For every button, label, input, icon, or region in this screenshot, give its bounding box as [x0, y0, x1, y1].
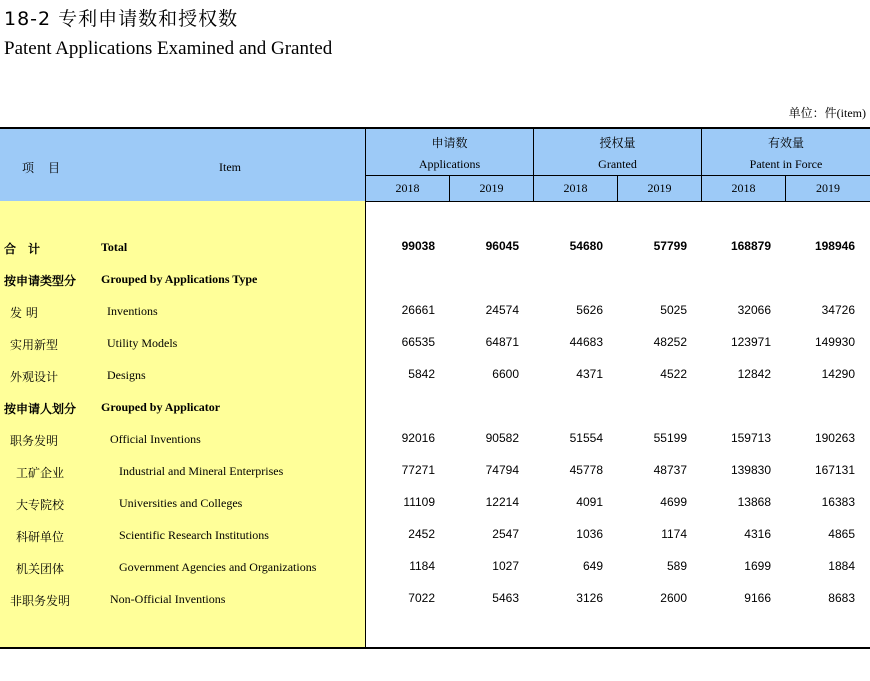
table-row	[0, 231, 870, 263]
table-row	[0, 551, 870, 583]
table-row	[0, 263, 870, 295]
header-divider	[449, 176, 450, 201]
row-label-en: Inventions	[107, 304, 158, 318]
header-group-cn: 授权量	[599, 136, 636, 150]
cell-value: 4371	[576, 367, 603, 381]
table-bottom-rule	[0, 647, 870, 649]
cell-value: 77271	[401, 463, 435, 477]
cell-value: 74794	[485, 463, 519, 477]
unit-label	[789, 104, 866, 121]
table-row	[0, 487, 870, 519]
unit-label-cn: 单位：件	[788, 106, 837, 120]
row-label-cn: 按申请人划分	[4, 402, 77, 416]
cell-value: 24574	[485, 303, 519, 317]
header-item-en: Item	[219, 160, 241, 174]
header-group-granted	[534, 129, 701, 175]
header-item-cell	[0, 129, 365, 201]
cell-value: 64871	[485, 335, 519, 349]
cell-value: 48737	[653, 463, 687, 477]
cell-value: 159713	[730, 431, 771, 445]
header-divider	[785, 176, 786, 201]
header-year: 2018	[702, 176, 785, 201]
row-label-en: Government Agencies and Organizations	[119, 560, 317, 574]
row-label-en: Non-Official Inventions	[110, 592, 226, 606]
cell-value: 2600	[660, 591, 687, 605]
cell-value: 12842	[737, 367, 771, 381]
cell-value: 1699	[744, 559, 771, 573]
cell-value: 198946	[814, 239, 855, 253]
cell-value: 55199	[653, 431, 687, 445]
header-year: 2019	[786, 176, 870, 201]
cell-value: 34726	[821, 303, 855, 317]
cell-value: 1027	[492, 559, 519, 573]
row-label-en: Grouped by Applications Type	[101, 272, 258, 286]
cell-value: 92016	[401, 431, 435, 445]
cell-value: 57799	[653, 239, 687, 253]
cell-value: 14290	[821, 367, 855, 381]
cell-value: 96045	[485, 239, 519, 253]
header-group-en: Applications	[418, 157, 481, 171]
row-label-cn: 外观设计	[10, 370, 59, 384]
header-year: 2019	[450, 176, 533, 201]
row-label-cn: 非职务发明	[10, 594, 71, 608]
table-row	[0, 423, 870, 455]
cell-value: 26661	[401, 303, 435, 317]
table-row	[0, 455, 870, 487]
cell-value: 589	[666, 559, 687, 573]
cell-value: 1036	[576, 527, 603, 541]
table-row	[0, 327, 870, 359]
row-label-cn: 按申请类型分	[4, 274, 77, 288]
cell-value: 139830	[730, 463, 771, 477]
cell-value: 1174	[661, 527, 687, 541]
unit-label-en: (item)	[836, 106, 866, 120]
row-label-en: Designs	[107, 368, 146, 382]
cell-value: 7022	[408, 591, 435, 605]
row-label-cn: 工矿企业	[16, 466, 65, 480]
header-year: 2018	[534, 176, 617, 201]
row-label-cn: 合 计	[4, 242, 41, 256]
patent-table	[0, 127, 870, 649]
cell-value: 51554	[569, 431, 603, 445]
cell-value: 4699	[660, 495, 687, 509]
cell-value: 13868	[737, 495, 771, 509]
table-row	[0, 519, 870, 551]
table-row	[0, 391, 870, 423]
row-label-en: Universities and Colleges	[119, 496, 243, 510]
cell-value: 54680	[569, 239, 603, 253]
row-label-en: Utility Models	[107, 336, 178, 350]
cell-value: 90582	[485, 431, 519, 445]
cell-value: 5025	[660, 303, 687, 317]
header-divider	[617, 176, 618, 201]
header-group-in-force	[702, 129, 870, 175]
cell-value: 11109	[403, 495, 435, 509]
row-label-cn: 大专院校	[16, 498, 65, 512]
cell-value: 66535	[401, 335, 435, 349]
cell-value: 9166	[744, 591, 771, 605]
table-row	[0, 583, 870, 615]
cell-value: 1184	[409, 559, 435, 573]
header-year: 2019	[618, 176, 701, 201]
row-label-en: Official Inventions	[110, 432, 201, 446]
cell-value: 649	[582, 559, 603, 573]
cell-value: 149930	[814, 335, 855, 349]
cell-value: 45778	[569, 463, 603, 477]
cell-value: 1884	[828, 559, 855, 573]
table-title-chinese: 18-2 专利申请数和授权数	[4, 8, 239, 30]
header-item-cn: 项 目	[22, 161, 62, 175]
cell-value: 4865	[828, 527, 855, 541]
cell-value: 168879	[730, 239, 771, 253]
cell-value: 190263	[814, 431, 855, 445]
row-label-en: Grouped by Applicator	[101, 400, 221, 414]
cell-value: 8683	[828, 591, 855, 605]
header-group-en: Granted	[598, 157, 637, 171]
row-label-en: Industrial and Mineral Enterprises	[119, 464, 284, 478]
row-label-en: Total	[101, 240, 128, 254]
table-row	[0, 359, 870, 391]
header-group-cn: 有效量	[767, 136, 804, 150]
cell-value: 3126	[576, 591, 603, 605]
row-label-cn: 职务发明	[10, 434, 59, 448]
cell-value: 44683	[569, 335, 603, 349]
row-label-cn: 发 明	[10, 306, 38, 320]
header-group-cn: 申请数	[431, 136, 468, 150]
header-divider	[701, 129, 702, 201]
row-label-cn: 实用新型	[10, 338, 59, 352]
cell-value: 4316	[744, 527, 771, 541]
cell-value: 2547	[492, 527, 519, 541]
header-divider	[533, 129, 534, 201]
row-label-cn: 机关团体	[16, 562, 65, 576]
cell-value: 123971	[730, 335, 771, 349]
header-group-en: Patent in Force	[749, 157, 823, 171]
cell-value: 5626	[576, 303, 603, 317]
cell-value: 99038	[401, 239, 435, 253]
table-row	[0, 295, 870, 327]
row-label-cn: 科研单位	[16, 530, 65, 544]
cell-value: 2452	[408, 527, 435, 541]
cell-value: 4522	[660, 367, 687, 381]
cell-value: 5842	[408, 367, 435, 381]
cell-value: 5463	[492, 591, 519, 605]
cell-value: 4091	[576, 495, 603, 509]
cell-value: 32066	[737, 303, 771, 317]
cell-value: 12214	[485, 495, 519, 509]
cell-value: 167131	[814, 463, 855, 477]
header-group-applications	[366, 129, 533, 175]
cell-value: 48252	[653, 335, 687, 349]
header-divider	[366, 175, 870, 176]
row-label-en: Scientific Research Institutions	[119, 528, 269, 542]
header-year: 2018	[366, 176, 449, 201]
cell-value: 6600	[492, 367, 519, 381]
cell-value: 16383	[821, 495, 855, 509]
table-title-english: Patent Applications Examined and Granted	[4, 38, 333, 59]
